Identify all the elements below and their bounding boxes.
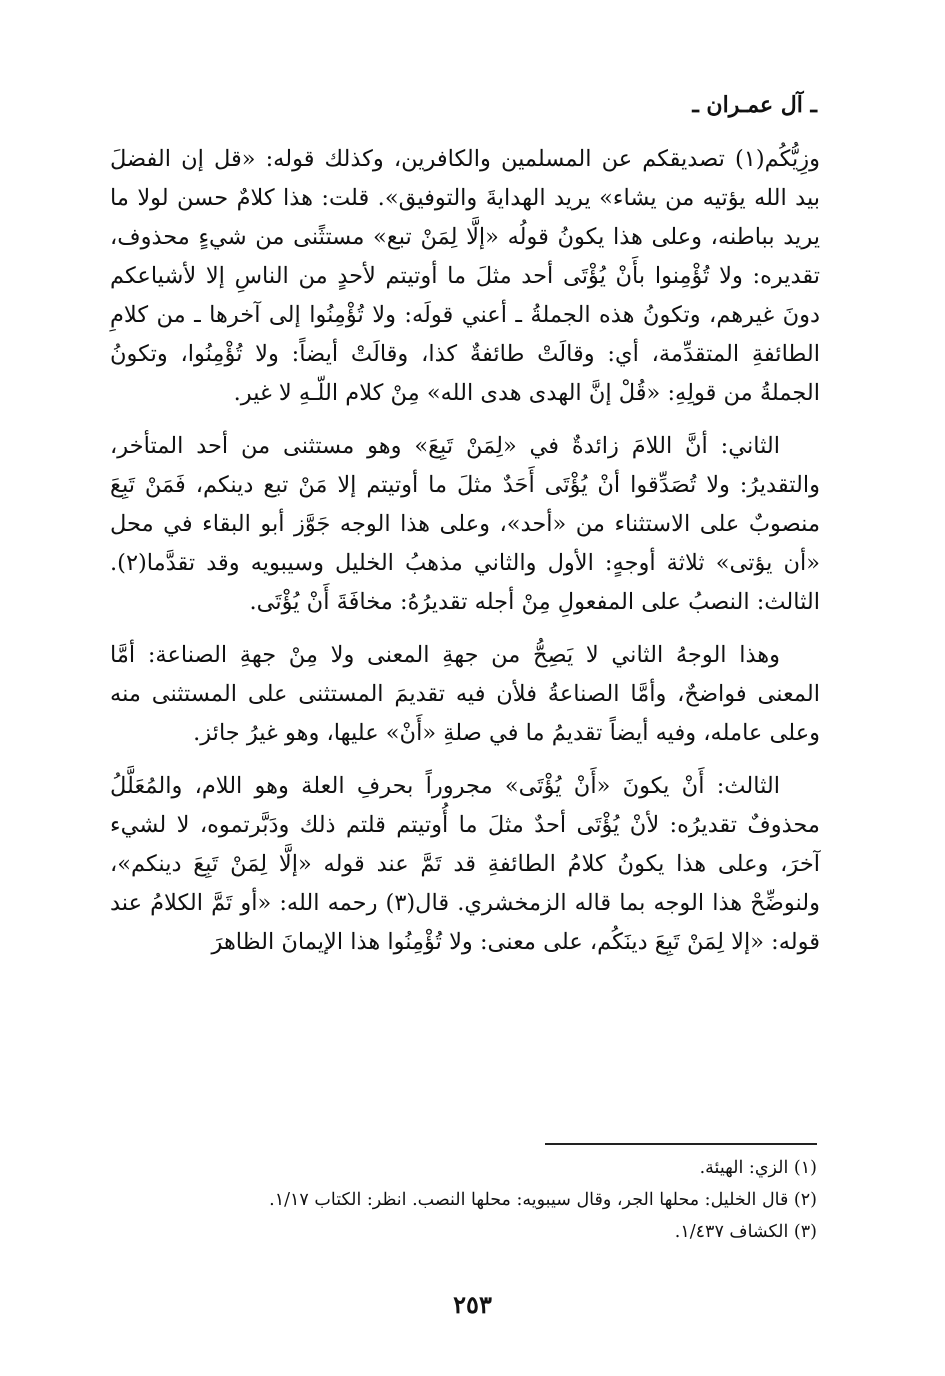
footnote: (٢) قال الخليل: محلها الجر، وقال سيبويه: محلها النصب. انظر: الكتاب ١/١٧.: [269, 1190, 817, 1210]
footnote: (٣) الكشاف ١/٤٣٧.: [674, 1222, 817, 1242]
paragraph: وهذا الوجهُ الثاني لا يَصِحُّ من جهةِ المعنى ولا مِنْ جهةِ الصناعة: أمَّا المعنى فواضحٌ، وأمَّا الصناعةُ فلأن فيه تقديمَ المستثنى على المستثنى منه وعلى عامله، وفيه أيضاً تقديمُ ما في صلةِ «أَنْ» عليها، وهو غيرُ جائز.: [110, 642, 820, 746]
main-text: [110, 140, 820, 976]
footnotes: [107, 1152, 817, 1248]
page-number: ٢٥٣: [453, 1290, 492, 1319]
paragraph: الثاني: أنَّ اللامَ زائدةٌ في «لِمَنْ تَبِعَ» وهو مستثنى من أحد المتأخر، والتقديرُ: ولا تُصَدِّقوا أنْ يُؤْتَى أَحَدٌ مثلَ ما أوتيتم إلا مَنْ تبع دينكم، فَمَنْ تَبِعَ منصوبٌ على الاستثناء من «أحد»، وعلى هذا الوجه جَوَّز أبو البقاء في محل «أن يؤتى» ثلاثة أوجهٍ: الأول والثاني مذهبُ الخليل وسيبويه وقد تقدَّما(٢). الثالث: النصبُ على المفعولِ مِنْ أجله تقديرُهُ: مخافَةَ أَنْ يُؤْتَى.: [110, 433, 820, 615]
paragraph: وزِيُّكُم(١) تصديقكم عن المسلمين والكافرين، وكذلك قوله: «قل إن الفضلَ بيد الله يؤتيه من يشاء» يريد الهدايةَ والتوفيق». قلت: هذا كلامٌ حسن لولا ما يريد بباطنه، وعلى هذا يكونُ قولُه «إلَّا لِمَنْ تبع» مستثًنى من شيءٍ محذوف، تقديره: ولا تُؤْمِنوا بأَنْ يُؤْتَى أحد مثلَ ما أوتيتم لأحدٍ من الناسِ إلا لأشياعكم دونَ غيرهم، وتكونُ هذه الجملةُ ـ أعني قولَه: ولا تُؤْمِنُوا إلى آخرها ـ من كلامِ الطائفةِ المتقدِّمة، أي: وقالَتْ طائفةٌ كذا، وقالَتْ أيضاً: ولا تُؤْمِنُوا، وتكونُ الجملةُ من قولِهِ: «قُلْ إنَّ الهدى هدى الله» مِنْ كلام اللّـهِ لا غير.: [110, 146, 820, 406]
paragraph: الثالث: أَنْ يكونَ «أَنْ يُؤْتَى» مجروراً بحرفِ العلة وهو اللام، والمُعَلَّلُ محذوفٌ تقديرُه: لأنْ يُؤْتَى أحدٌ مثلَ ما أُوتيتم قلتم ذلك ودَبَّرتموه، لا لشيء آخرَ، وعلى هذا يكونُ كلامُ الطائفةِ قد تَمَّ عند قوله «إلَّا لِمَنْ تَبِعَ دينكم»، ولنوضِّحْ هذا الوجه بما قاله الزمخشري. قال(٣) رحمه الله: «أو تَمَّ الكلامُ عند قوله: «إلا لِمَنْ تَبِعَ دينَكُم، على معنى: ولا تُؤْمِنُوا هذا الإيمانَ الظاهرَ: [110, 773, 820, 955]
footnote: (١) الزي: الهيئة.: [699, 1158, 817, 1178]
footnote-separator: [545, 1143, 817, 1145]
running-header: ـ آل عمـران ـ: [692, 92, 817, 118]
